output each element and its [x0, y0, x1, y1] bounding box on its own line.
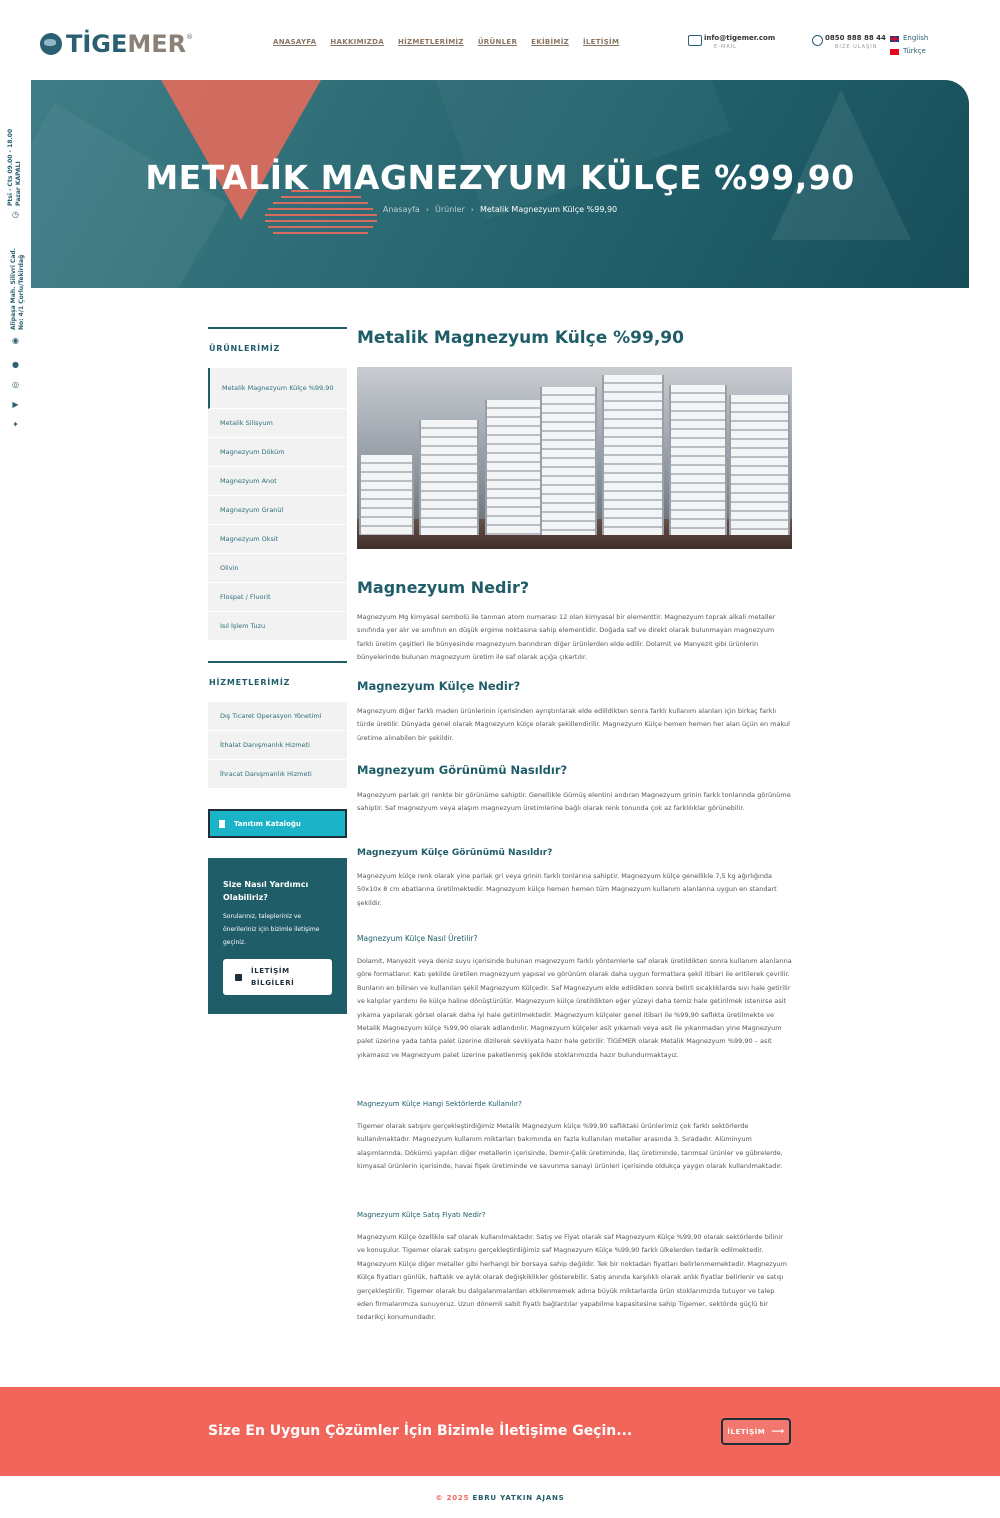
instagram-icon[interactable]: ◎ [12, 380, 19, 389]
product-title: Metalik Magnezyum Külçe %99,90 [357, 328, 684, 348]
catalog-button[interactable] [208, 809, 347, 838]
email-label: E-MAİL [714, 44, 737, 50]
products-menu [208, 368, 347, 641]
uk-flag-icon [890, 36, 899, 42]
ingot-stack [359, 455, 414, 535]
service-item-dis-ticaret[interactable]: Dış Ticaret Operasyon Yönetimi [208, 702, 347, 731]
cta-banner [0, 1387, 1000, 1476]
breadcrumb-current: Metalik Magnezyum Külçe %99,90 [479, 205, 618, 214]
header-phone[interactable] [812, 34, 886, 51]
section-text: Tigemer olarak satışını gerçekleştirdiğimiz Metalik Magnezyum külçe %99,90 saflıktaki ürünlerimiz çok farklı sektörlerde kullanılmaktadır. Magnezyum kullanım miktarları bakımında en fazla kullanılan metaller arasında 3. Sıradadır. Alüminyum alaşımlarında, Dökümü yapılan diğer metallerin içerisinde, Demir-Çelik üretiminde, İlaç üretiminde, tarımsal ürünler ve gübrelerde, kimyasal ürünlerin içerisinde, havai fişek üretiminde ve savunma sanayi ürünleri içerisinde oldukça yaygın olarak kullanılmaktadır. [357, 1122, 783, 1171]
section-fiyat [357, 1211, 792, 1325]
section-heading: Magnezyum Külçe Görünümü Nasıldır? [357, 848, 553, 858]
contact-info-label: İLETİŞİM BİLGİLERİ [251, 967, 295, 987]
section-text: Magnezyum Külçe özellikle saf olarak kullanılmaktadır. Satış ve Fiyat olarak saf Magnezyum Külçe %99,90 olarak sektörlerde bilinir ve konuşulur. Tigemer olarak satışını gerçekleştirdiğimiz saf Magnezyum Külçe %99,90 farklı ülkelerden tedarik edilmektedir. Magnezyum Külçe diğer metaller gibi herhangi bir borsaya sahip değildir. Tek bir noktadan fiyatları belirlenmemektedir. Magnezyum Külçe fiyatları günlük, haftalık ve aylık olarak değişkiklikler gösterebilir. Satış anında karşılıklı olarak anlık fiyatlar belirlenir ve satışı gerçekleştirilir. Tigemer olarak bu dalgalanmalardan etkilenmemek adına büyük miktarlarda ürün stoklarımızda tutuyor ve talep eden firmalarımıza sunuyoruz. Uzun dönemli sabit fiyatlı bağlantılar yapabilme kapasitesine sahip Tigemer, sektörde güçlü bir tedarikçi konumundadır. [357, 1233, 788, 1322]
header-email[interactable] [688, 34, 775, 51]
breadcrumb-home[interactable]: Anasayfa [382, 205, 420, 214]
left-sidebar [208, 327, 347, 1014]
product-item-magnezyum-kulce[interactable]: Metalik Magnezyum Külçe %99,90 [208, 368, 347, 409]
facebook-icon[interactable]: ● [12, 360, 19, 369]
breadcrumb [31, 205, 969, 214]
product-item-magnezyum-dokum[interactable]: Magnezyum Döküm [208, 438, 347, 467]
cta-button-label: İLETİŞİM [727, 1427, 766, 1436]
copyright: © 2025 [435, 1494, 470, 1502]
arrow-right-icon: ⟶ [771, 1426, 785, 1437]
ingot-stack [485, 400, 545, 535]
side-info-bar [0, 120, 30, 440]
chevron-right-icon: › [425, 205, 430, 214]
section-magnezyum-nedir [357, 578, 792, 665]
services-heading: HİZMETLERİMİZ [209, 678, 291, 687]
service-item-ihracat[interactable]: İhracat Danışmanlık Hizmeti [208, 760, 347, 789]
section-text: Magnezyum diğer farklı maden ürünlerinin içerisinden ayrıştırılarak elde edilldikten sonra farklı kullanım alanları için birkaç farklı türde üretilir. Dünyada genel olarak Magnezyum külçe olarak şekillendirilir. Magnezyum Külçe hemen hemen her alan üçün en makul üretime alınabilen bir şekildir. [357, 707, 790, 742]
site-footer [0, 1476, 1000, 1518]
nav-urunler[interactable]: ÜRÜNLER [477, 38, 518, 46]
clock-icon: ◷ [12, 210, 19, 219]
document-icon [219, 820, 225, 828]
youtube-icon[interactable]: ▶ [12, 400, 19, 409]
product-item-olivin[interactable]: Olivin [208, 554, 347, 583]
section-sektorler [357, 1100, 792, 1174]
section-heading: Magnezyum Külçe Nasıl Üretilir? [357, 934, 478, 943]
product-item-magnezyum-anot[interactable]: Magnezyum Anot [208, 467, 347, 496]
registered-mark: ® [186, 33, 194, 41]
mail-icon [688, 35, 702, 46]
product-item-magnezyum-granul[interactable]: Magnezyum Granül [208, 496, 347, 525]
ingot-stack [540, 387, 597, 535]
lang-turkish[interactable]: Türkçe [890, 45, 928, 58]
email-address: info@tigemer.com [704, 34, 776, 42]
phone-number: 0850 888 88 44 [825, 34, 886, 42]
agency-link[interactable]: EBRU YATKIN AJANS [472, 1494, 565, 1502]
section-text: Magnezyum Mg kimyasal sembolü ile tanınan atom numarası 12 olan kimyasal bir elementtir. Magnezyum toprak alkali metaller sınıfında yer alır ve sınıfının en düşük ergime noktasına sahip elementidir. Doğada saf ve direkt olarak bulunmayan magnezyum farklı üretim çeşitleri ile bünyesinde magnezyum barındıran diğer ürünlerden elde edilir. Dolamit ve Manyezit gibi ürünlerin bünyelerinde bulunan magnezyum üretim ile saf olarak açığa çıkartılır. [357, 613, 776, 662]
nav-hakkimizda[interactable]: HAKKIMIZDA [330, 38, 384, 46]
site-header [0, 0, 1000, 80]
working-hours: Ptsi - Cts 09.00 - 18.00 Pazar KAPALI [7, 128, 22, 206]
turkey-flag-icon [890, 49, 899, 55]
help-title: Size Nasıl Yardımcı Olabiliriz? [223, 880, 309, 902]
language-switcher [890, 32, 928, 58]
products-heading: ÜRÜNLERİMİZ [209, 344, 281, 353]
product-item-isil-islem-tuzu[interactable]: Isıl İşlem Tuzu [208, 612, 347, 641]
help-box [208, 858, 347, 1014]
main-content [357, 327, 792, 1322]
service-item-ithalat[interactable]: İthalat Danışmanlık Hizmeti [208, 731, 347, 760]
ingot-stack [729, 395, 790, 535]
logo[interactable] [40, 30, 193, 58]
page-title: METALİK MAGNEZYUM KÜLÇE %99,90 [145, 158, 855, 197]
section-kulce-nedir [357, 679, 792, 745]
services-menu [208, 702, 347, 789]
phone-label: BİZE ULAŞIN [835, 44, 878, 50]
section-uretim [357, 934, 792, 1062]
contact-info-button[interactable] [223, 959, 332, 995]
section-gorunum [357, 763, 792, 816]
whatsapp-icon [812, 35, 823, 46]
main-nav [273, 38, 619, 46]
section-text: Dolamit, Manyezit veya deniz suyu içerisinde bulunan magnezyum farklı yöntemlerle saf olarak üretildikten sonra kullanım alanlarına göre formatlanır. Katı şekilde üretilen magnezyum yapısal ve görünüm olarak daha uygun formatlara şekil itibari ile eritilerek çevrilir. Bunların en bilinen ve kullanılan şekil Magnezyum Külçedir. Saf Magnezyum elde edildikten sonra belirli sıcaklıklarda sıvı hale getirilir ve kalıplar yardımı ile külçe haline dönüştürülür. Magnezyum külçe üretildikten eğer yüzeyi daha temiz hale getirilmek istenirse asit yıkama yapılarak görsel olarak daha iyi hale getirilmektedir. Magnezyum külçeler genel itibari ile %99,90 saflıkta üretilmekte ve Metalik Magnezyum külçe %99,90 olarak adlandırılır. Magnezyum külçeler asit yıkamalı veya asit ile yıkanmadan yine Magnezyum palet üzerine yada tahta palet üzerine dizilerek sevkiyata hazır hale getirilir. TİGEMER olarak Metalik Magnezyum %99,90 – asit yıkamasız ve Magnezyum palet üzerine paketlenmiş şekilde stoklarımızda hazır bulundurmaktayız. [357, 957, 792, 1059]
nav-hizmetlerimiz[interactable]: HİZMETLERİMİZ [397, 38, 464, 46]
cta-contact-button[interactable] [721, 1418, 791, 1445]
chevron-right-icon: › [470, 205, 474, 214]
twitter-icon[interactable]: ✦ [12, 420, 19, 429]
nav-anasayfa[interactable]: ANASAYFA [273, 38, 317, 46]
lang-english[interactable]: English [890, 32, 928, 45]
hero-stripes [263, 190, 378, 238]
page-hero [31, 80, 969, 288]
address: Alipaşa Mah. Silivri Cad. No: 4/1 Çorlu/Tekirdağ [10, 247, 25, 330]
nav-iletisim[interactable]: İLETİŞİM [582, 38, 620, 46]
product-item-metalik-silisyum[interactable]: Metalik Silisyum [208, 409, 347, 438]
section-heading: Magnezyum Külçe Hangi Sektörlerde Kullanılır? [357, 1100, 522, 1108]
breadcrumb-products[interactable]: Ürünler [435, 205, 465, 214]
hero-bg-shape [431, 80, 730, 220]
location-icon: ◉ [12, 336, 19, 345]
section-text: Magnezyum külçe renk olarak yine parlak gri veya grinin farklı tonlarına sahiptir. Magnezyum külçe genellikle 7,5 kg ağırlığında 50x10x 8 cm ebatlarına üretilmektedir. Magnezyum külçe hemen hemen tüm Magnezyum kullanım alanlarına uygun en standart şekildir. [357, 872, 777, 907]
nav-ekibimiz[interactable]: EKİBİMİZ [531, 38, 569, 46]
section-heading: Magnezyum Külçe Nedir? [357, 679, 521, 693]
section-heading: Magnezyum Görünümü Nasıldır? [357, 763, 568, 777]
globe-icon [40, 33, 62, 55]
section-heading: Magnezyum Külçe Satış Fiyatı Nedir? [357, 1211, 486, 1219]
section-kulce-gorunum [357, 848, 792, 910]
ingot-stack [419, 420, 479, 535]
product-item-flospat[interactable]: Flospat / Fluorit [208, 583, 347, 612]
section-text: Magnezyum parlak gri renkte bir görünüme sahiptir. Genellikle Gümüş elentini andıran Magnezyum grinin farklı tonlarında görünüme sahiptir. Saf magnezyum veya alaşım magnezyum üretimlerine bağlı olarak renk tonunda çok az farklılıklar görünebilir. [357, 791, 791, 813]
ingot-stack [602, 375, 664, 535]
ingot-stack [669, 385, 727, 535]
section-heading: Magnezyum Nedir? [357, 578, 530, 597]
cta-text: Size En Uygun Çözümler İçin Bizimle İletişime Geçin... [208, 1423, 633, 1439]
product-item-magnezyum-oksit[interactable]: Magnezyum Oksit [208, 525, 347, 554]
catalog-label: Tanıtım Kataloğu [234, 819, 301, 828]
logo-text: TİGEMER [66, 30, 187, 58]
phone-icon [235, 974, 242, 981]
help-text: Sorularınız, talepleriniz ve önerileriniz için bizimle iletişime geçiniz. [223, 913, 320, 946]
product-image [357, 367, 792, 549]
